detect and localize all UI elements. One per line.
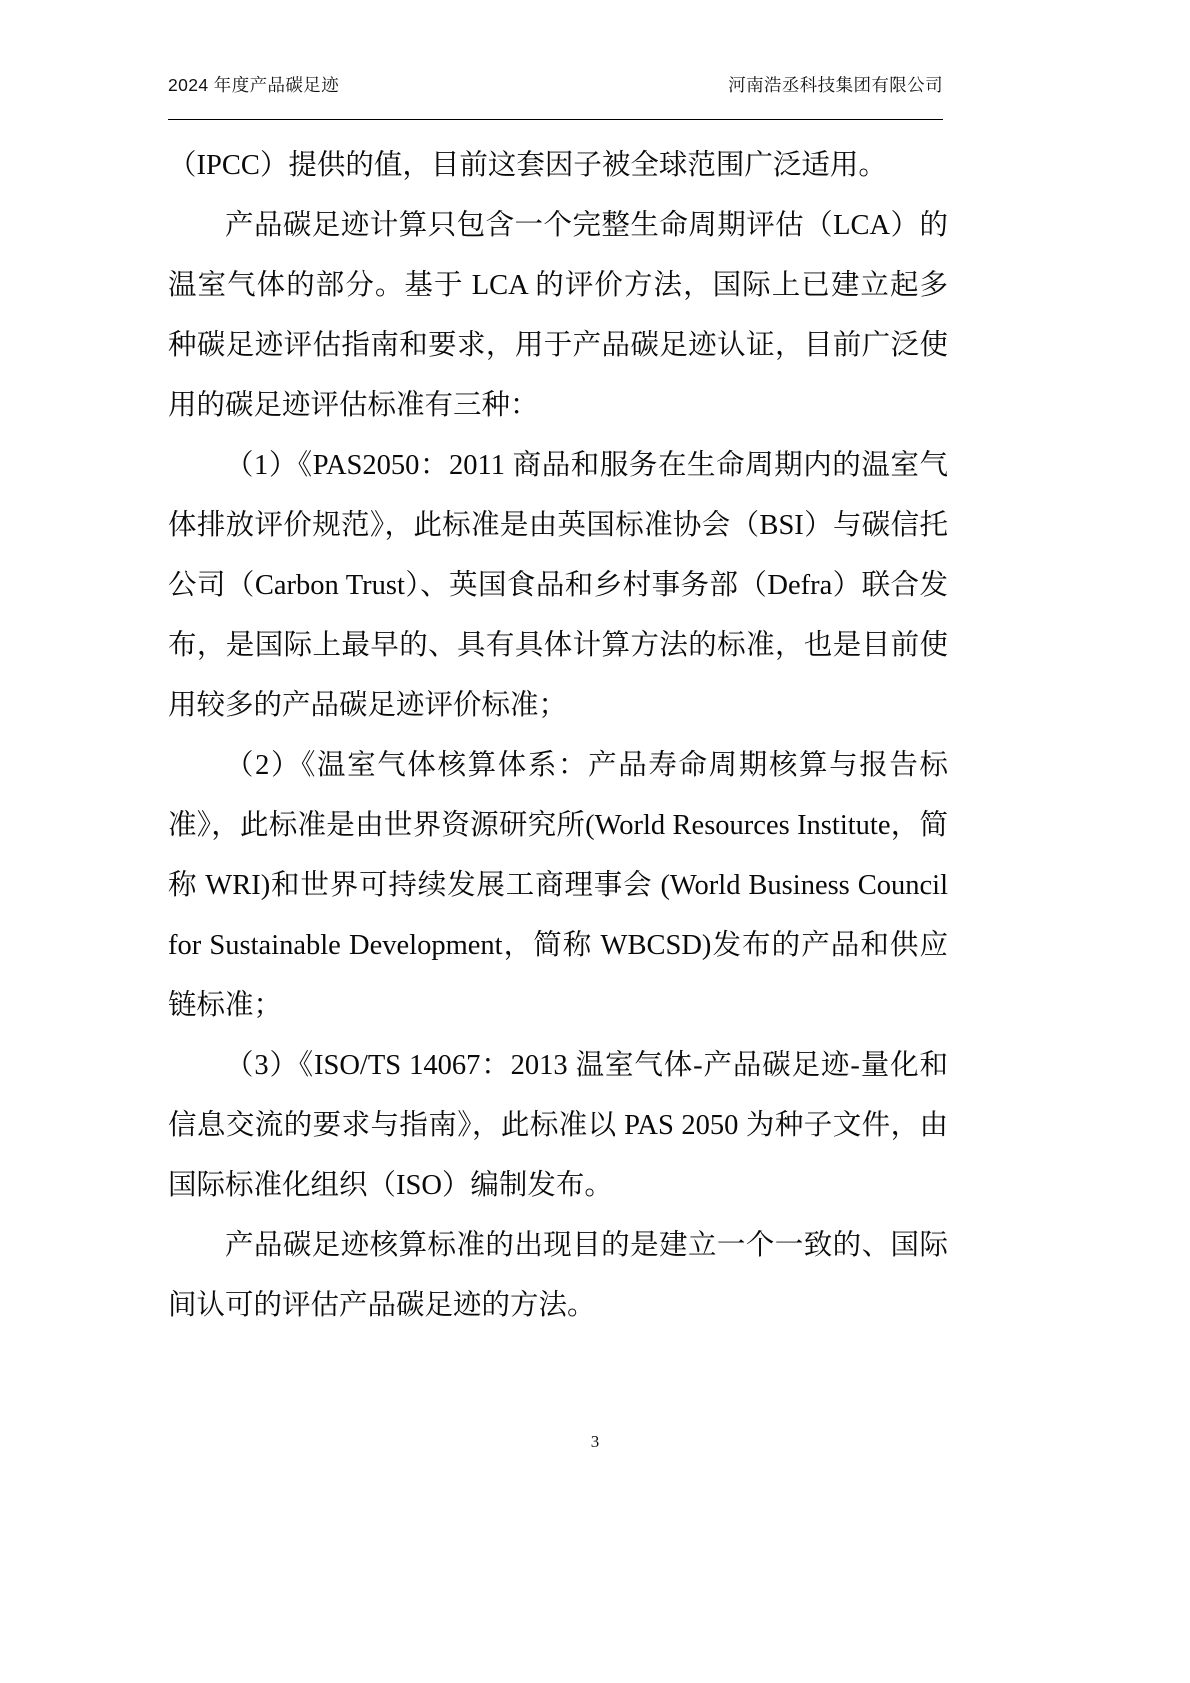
header-right-company: 河南浩丞科技集团有限公司	[728, 75, 943, 95]
paragraph-standard-pas2050: （1）《PAS2050：2011 商品和服务在生命周期内的温室气体排放评价规范》，此标准是由英国标准协会（BSI）与碳信托公司（Carbon Trust）、英国食品和乡村事务部（Defra）联合发布，是国际上最早的、具有具体计算方法的标准，也是目前使用较多的产品碳足迹评价标准；	[168, 450, 948, 721]
header-divider-rule	[168, 119, 943, 120]
paragraph-standard-ghg-protocol: （2）《温室气体核算体系：产品寿命周期核算与报告标准》，此标准是由世界资源研究所(World Resources Institute，简称 WRI)和世界可持续发展工商理事会 (World Business Council for Sustainable Development，简称 WBCSD)发布的产品和供应链标准；	[168, 750, 948, 1021]
paragraph-ipcc-continuation: （IPCC）提供的值，目前这套因子被全球范围广泛适用。	[168, 150, 887, 181]
paragraph-purpose: 产品碳足迹核算标准的出现目的是建立一个一致的、国际间认可的评估产品碳足迹的方法。	[168, 1230, 948, 1321]
body-text-block	[168, 136, 948, 1336]
running-header	[168, 72, 943, 97]
paragraph-standard-iso-ts-14067: （3）《ISO/TS 14067：2013 温室气体-产品碳足迹-量化和信息交流的要求与指南》，此标准以 PAS 2050 为种子文件，由国际标准化组织（ISO）编制发布。	[168, 1050, 948, 1201]
page-number: 3	[590, 1432, 600, 1451]
header-left-title: 2024 年度产品碳足迹	[168, 75, 340, 95]
paragraph-lca-scope: 产品碳足迹计算只包含一个完整生命周期评估（LCA）的温室气体的部分。基于 LCA 的评价方法，国际上已建立起多种碳足迹评估指南和要求，用于产品碳足迹认证，目前广泛使用的碳足迹评估标准有三种：	[168, 210, 948, 421]
